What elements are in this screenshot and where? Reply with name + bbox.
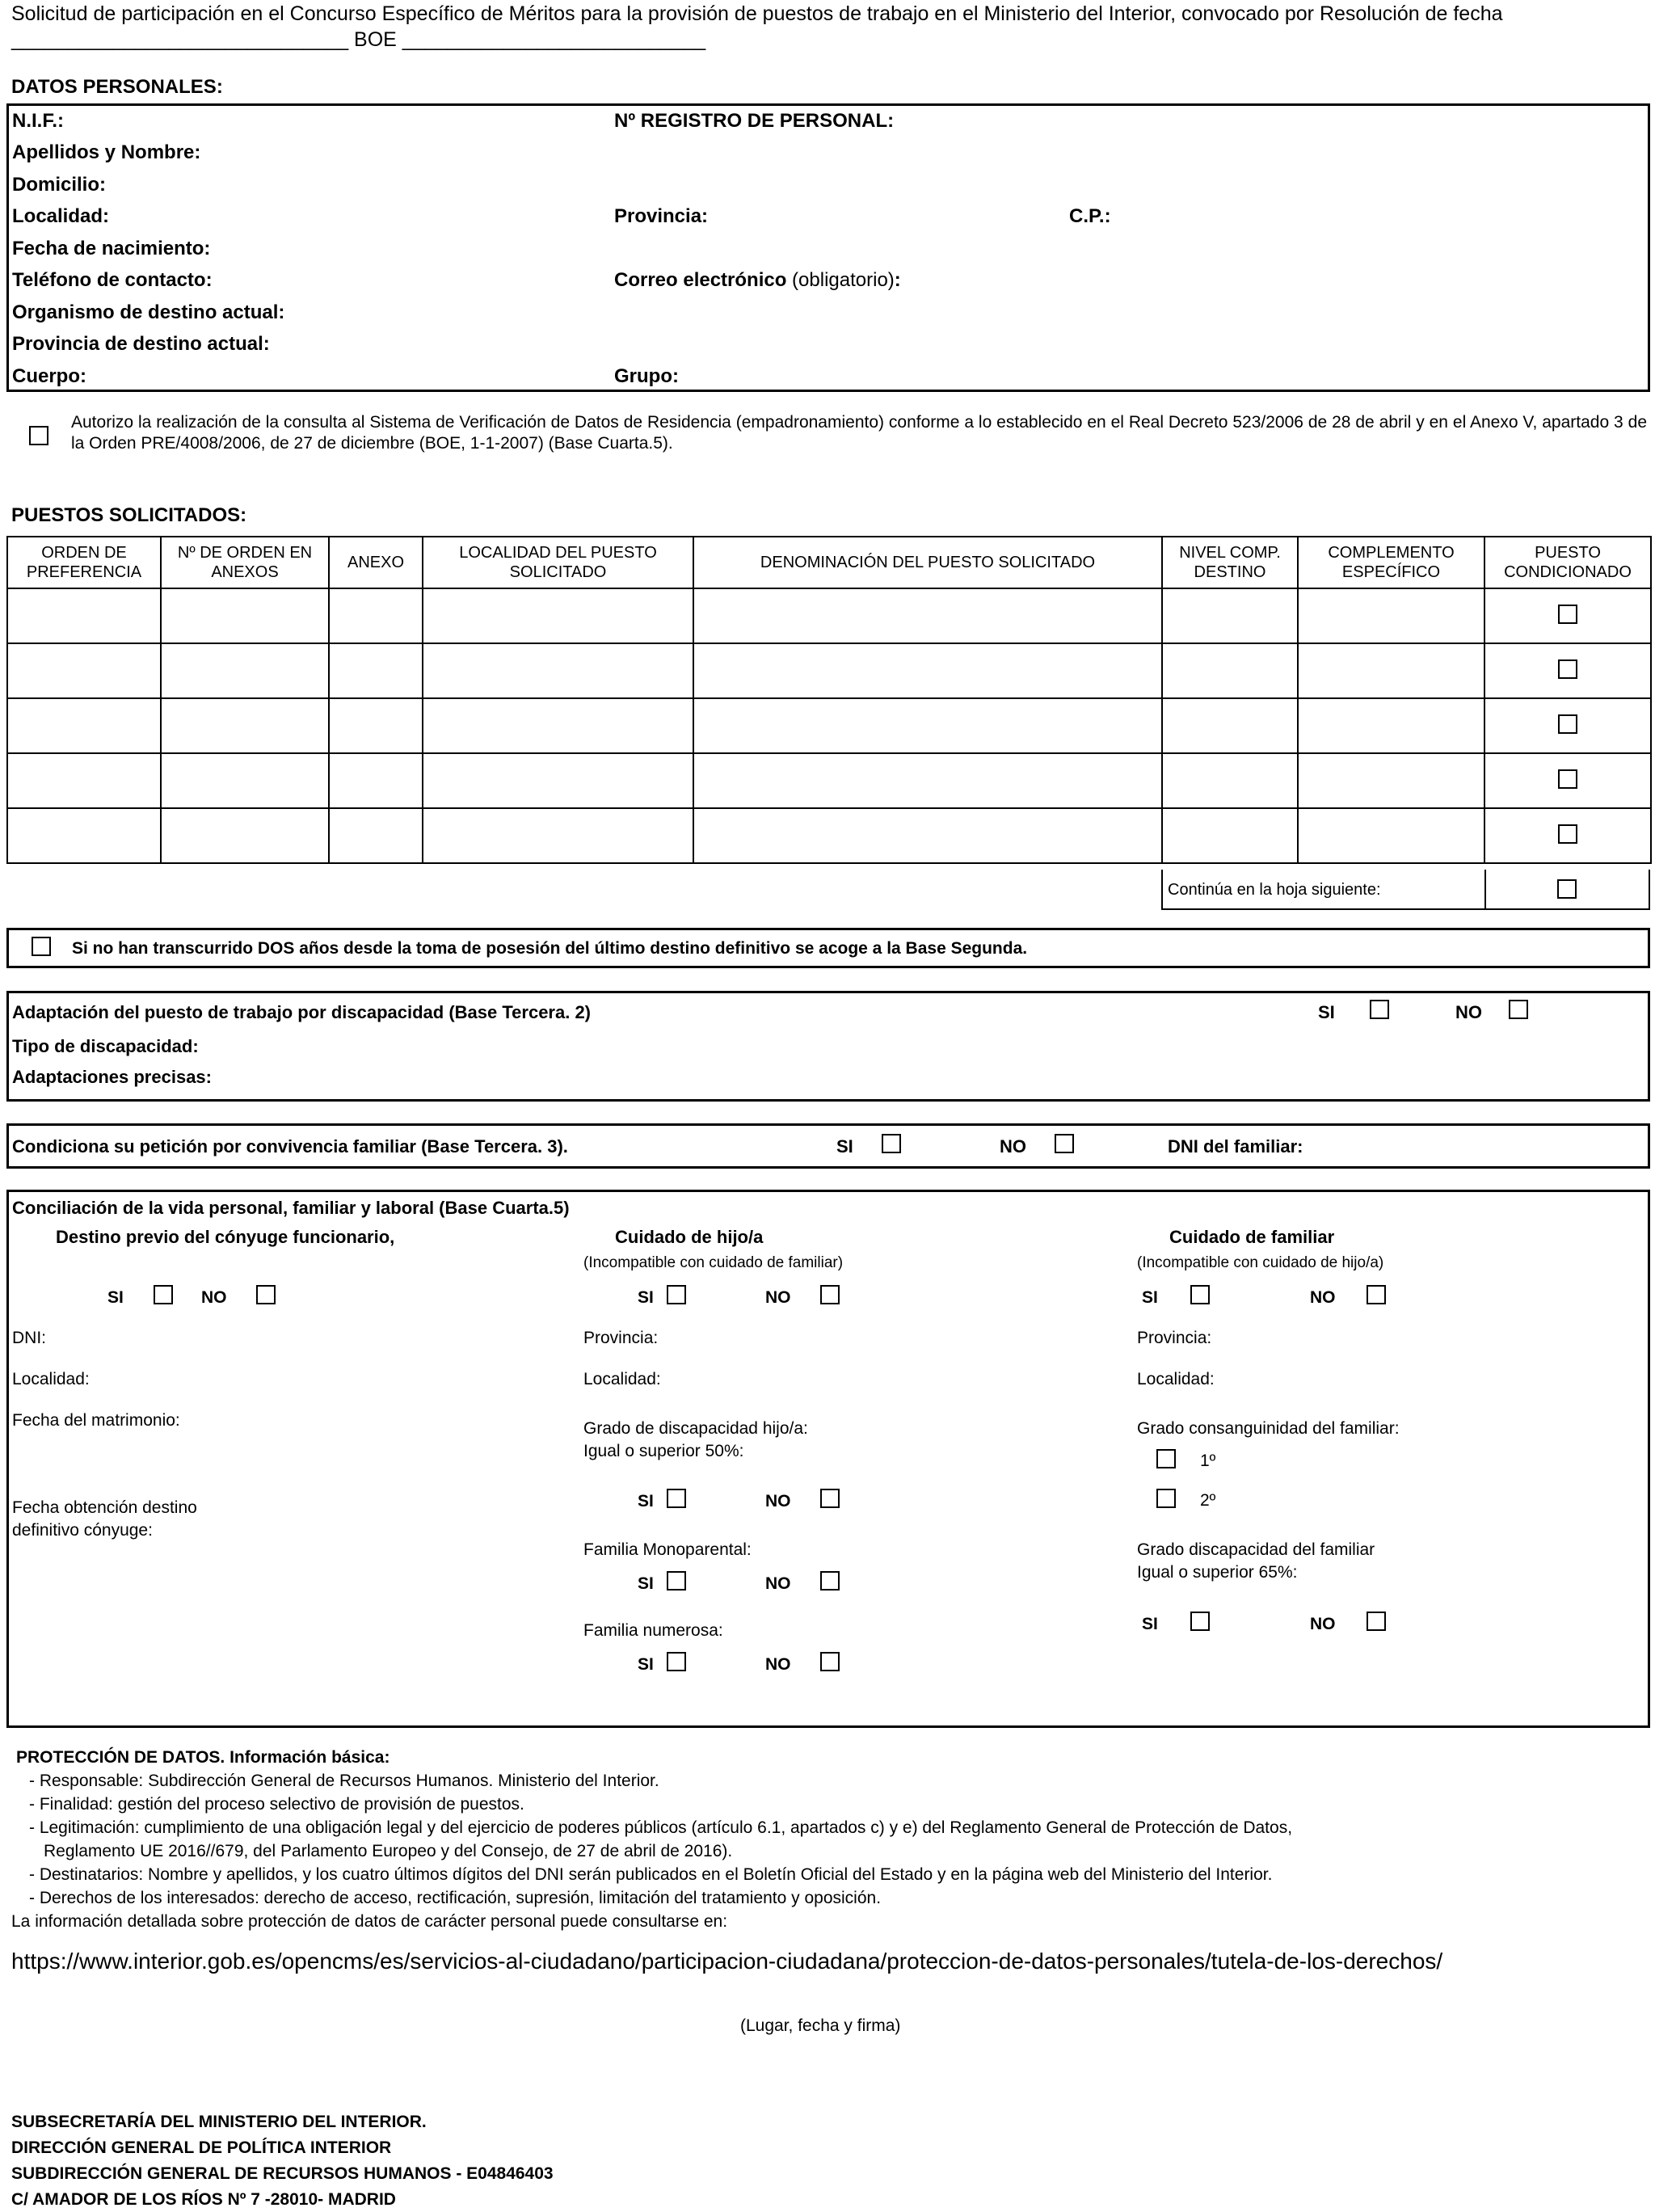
proteccion-title: PROTECCIÓN DE DATOS. Información básica: — [16, 1748, 390, 1767]
cell-denominacion[interactable] — [693, 753, 1162, 808]
table-row — [7, 588, 1651, 643]
conyuge-title: Destino previo del cónyuge funcionario, — [56, 1227, 395, 1247]
cp-label[interactable]: C.P.: — [1069, 205, 1111, 227]
cell-nivel[interactable] — [1162, 643, 1298, 698]
grado-hijo-label-2: Igual o superior 50%: — [583, 1442, 744, 1460]
personal-data-box — [6, 103, 1650, 392]
numerosa-label: Familia numerosa: — [583, 1621, 723, 1640]
cell-orden[interactable] — [7, 588, 161, 643]
hijo-localidad-label[interactable]: Localidad: — [583, 1370, 661, 1388]
header-orden: ORDEN DE PREFERENCIA — [7, 537, 161, 588]
cell-complemento[interactable] — [1298, 808, 1484, 863]
footer-line: DIRECCIÓN GENERAL DE POLÍTICA INTERIOR — [11, 2138, 392, 2157]
table-row — [7, 643, 1651, 698]
cell-condicionado — [1484, 808, 1651, 863]
familiar-no-checkbox[interactable] — [1367, 1285, 1386, 1304]
familiar-provincia-label[interactable]: Provincia: — [1137, 1329, 1212, 1347]
correo-label-colon: : — [894, 269, 901, 291]
proteccion-item: - Derechos de los interesados: derecho de acceso, rectificación, supresión, limitación del tratamiento y oposición. — [29, 1889, 882, 1907]
consanguinidad-label: Grado consanguinidad del familiar: — [1137, 1419, 1400, 1438]
obtencion-label-1[interactable]: Fecha obtención destino — [12, 1498, 197, 1517]
hijo-si-label: SI — [638, 1288, 654, 1307]
dos-anos-checkbox[interactable] — [32, 937, 51, 956]
conciliacion-box — [6, 1190, 1650, 1728]
proteccion-item: Reglamento UE 2016//679, del Parlamento Europeo y del Consejo, de 27 de abril de 2016). — [44, 1842, 733, 1860]
discapacidad-familiar-no-label: NO — [1310, 1615, 1336, 1633]
hijo-no-label: NO — [765, 1288, 791, 1307]
cell-orden-anexos[interactable] — [161, 698, 329, 753]
adaptacion-si-checkbox[interactable] — [1370, 1000, 1389, 1019]
cell-orden[interactable] — [7, 808, 161, 863]
dos-anos-text: Si no han transcurrido DOS años desde la toma de posesión del último destino definitivo se acoge a la Base Segunda. — [72, 939, 1028, 958]
table-row — [7, 698, 1651, 753]
hijo-title: Cuidado de hijo/a — [615, 1227, 764, 1247]
header-localidad: LOCALIDAD DEL PUESTO SOLICITADO — [423, 537, 693, 588]
section-title-puestos: PUESTOS SOLICITADOS: — [11, 504, 247, 526]
monoparental-no-label: NO — [765, 1574, 791, 1593]
conyuge-si-label: SI — [107, 1288, 124, 1307]
monoparental-label: Familia Monoparental: — [583, 1540, 752, 1559]
conciliacion-title: Conciliación de la vida personal, familiar y laboral (Base Cuarta.5) — [12, 1198, 570, 1218]
continua-divider — [1484, 870, 1486, 908]
cell-anexo[interactable] — [329, 643, 423, 698]
discapacidad-familiar-label-2: Igual o superior 65%: — [1137, 1563, 1298, 1582]
discapacidad-familiar-si-checkbox[interactable] — [1190, 1612, 1210, 1631]
conyuge-no-checkbox[interactable] — [256, 1285, 276, 1304]
cell-nivel[interactable] — [1162, 698, 1298, 753]
cell-anexo[interactable] — [329, 753, 423, 808]
apellidos-label[interactable]: Apellidos y Nombre: — [12, 141, 201, 163]
numerosa-no-checkbox[interactable] — [820, 1652, 840, 1671]
header-nivel: NIVEL COMP. DESTINO — [1162, 537, 1298, 588]
dos-anos-box — [6, 928, 1650, 968]
numerosa-si-checkbox[interactable] — [667, 1652, 686, 1671]
numerosa-si-label: SI — [638, 1655, 654, 1674]
numerosa-no-label: NO — [765, 1655, 791, 1674]
table-header-row — [7, 537, 1651, 588]
grado-hijo-label-1: Grado de discapacidad hijo/a: — [583, 1419, 808, 1438]
condicionado-checkbox[interactable] — [1558, 769, 1577, 789]
familiar-si-label: SI — [1142, 1288, 1158, 1307]
header-condicionado: PUESTO CONDICIONADO — [1484, 537, 1651, 588]
cuerpo-label[interactable]: Cuerpo: — [12, 365, 86, 387]
discapacidad-familiar-label-1: Grado discapacidad del familiar — [1137, 1540, 1375, 1559]
conyuge-localidad-label[interactable]: Localidad: — [12, 1370, 90, 1388]
cell-condicionado — [1484, 753, 1651, 808]
nacimiento-label[interactable]: Fecha de nacimiento: — [12, 238, 211, 259]
provincia-destino-label[interactable]: Provincia de destino actual: — [12, 333, 270, 355]
cell-denominacion[interactable] — [693, 698, 1162, 753]
cell-localidad[interactable] — [423, 808, 693, 863]
convivencia-si-label: SI — [836, 1136, 853, 1157]
monoparental-si-label: SI — [638, 1574, 654, 1593]
cell-denominacion[interactable] — [693, 808, 1162, 863]
tipo-discapacidad-label[interactable]: Tipo de discapacidad: — [12, 1036, 199, 1056]
grado-hijo-si-label: SI — [638, 1492, 654, 1510]
grado-hijo-no-checkbox[interactable] — [820, 1489, 840, 1508]
cell-orden-anexos[interactable] — [161, 753, 329, 808]
cell-anexo[interactable] — [329, 588, 423, 643]
cell-denominacion[interactable] — [693, 643, 1162, 698]
hijo-no-checkbox[interactable] — [820, 1285, 840, 1304]
puestos-table — [6, 536, 1652, 864]
registro-label[interactable]: Nº REGISTRO DE PERSONAL: — [614, 110, 895, 132]
form-heading-date-line[interactable]: ______________________________ BOE ___________________________ — [11, 28, 706, 51]
cell-localidad[interactable] — [423, 588, 693, 643]
familiar-note: (Incompatible con cuidado de hijo/a) — [1137, 1254, 1384, 1271]
provincia-label[interactable]: Provincia: — [614, 205, 709, 227]
familiar-localidad-label[interactable]: Localidad: — [1137, 1370, 1215, 1388]
footer-line: C/ AMADOR DE LOS RÍOS Nº 7 -28010- MADRID — [11, 2190, 396, 2209]
footer-line: SUBSECRETARÍA DEL MINISTERIO DEL INTERIOR. — [11, 2113, 427, 2131]
correo-label[interactable] — [614, 268, 901, 292]
condicionado-checkbox[interactable] — [1558, 714, 1577, 734]
cell-nivel[interactable] — [1162, 753, 1298, 808]
cell-anexo[interactable] — [329, 808, 423, 863]
familiar-si-checkbox[interactable] — [1190, 1285, 1210, 1304]
cell-complemento[interactable] — [1298, 588, 1484, 643]
consanguinidad-2-label: 2º — [1200, 1491, 1216, 1510]
consanguinidad-1-checkbox[interactable] — [1156, 1449, 1176, 1468]
table-row — [7, 753, 1651, 808]
firma-caption: (Lugar, fecha y firma) — [740, 2016, 901, 2035]
proteccion-item: - Destinatarios: Nombre y apellidos, y los cuatro últimos dígitos del DNI serán publicados en el Boletín Oficial del Estado y en la página web del Ministerio del Interior. — [29, 1865, 1273, 1884]
familiar-no-label: NO — [1310, 1288, 1336, 1307]
cell-complemento[interactable] — [1298, 753, 1484, 808]
cell-condicionado — [1484, 643, 1651, 698]
cell-localidad[interactable] — [423, 753, 693, 808]
proteccion-url-link[interactable]: https://www.interior.gob.es/opencms/es/servicios-al-ciudadano/participacion-ciudadana/proteccion-de-datos-personales/tutela-de-los-derechos/ — [11, 1949, 1443, 1974]
adaptacion-box — [6, 991, 1650, 1102]
convivencia-box — [6, 1123, 1650, 1169]
adaptacion-no-label: NO — [1455, 1002, 1482, 1022]
continua-label: Continúa en la hoja siguiente: — [1168, 881, 1381, 899]
table-row — [7, 808, 1651, 863]
consanguinidad-1-label: 1º — [1200, 1451, 1216, 1470]
continua-row — [1161, 870, 1650, 910]
consent-text: Autorizo la realización de la consulta al Sistema de Verificación de Datos de Residencia (empadronamiento) conforme a lo establecido en el Real Decreto 523/2006 de 28 de abril y en el Anexo V, apartado 3 de la Orden PRE/4008/2006, de 27 de diciembre (BOE, 1-1-2007) (Base Cuarta.5). — [71, 413, 1647, 453]
header-anexo: ANEXO — [329, 537, 423, 588]
cell-orden-anexos[interactable] — [161, 643, 329, 698]
section-title-personal: DATOS PERSONALES: — [11, 76, 223, 98]
cell-anexo[interactable] — [329, 698, 423, 753]
convivencia-title: Condiciona su petición por convivencia familiar (Base Tercera. 3). — [12, 1136, 568, 1157]
conyuge-dni-label[interactable]: DNI: — [12, 1329, 46, 1347]
conyuge-no-label: NO — [201, 1288, 227, 1307]
cell-condicionado — [1484, 698, 1651, 753]
cell-complemento[interactable] — [1298, 643, 1484, 698]
header-complemento: COMPLEMENTO ESPECÍFICO — [1298, 537, 1484, 588]
proteccion-info: La información detallada sobre protección de datos de carácter personal puede consultarse en: — [11, 1912, 728, 1931]
continua-checkbox[interactable] — [1557, 879, 1577, 899]
familiar-title: Cuidado de familiar — [1169, 1227, 1335, 1247]
header-denominacion: DENOMINACIÓN DEL PUESTO SOLICITADO — [693, 537, 1162, 588]
grado-hijo-no-label: NO — [765, 1492, 791, 1510]
correo-label-note: (obligatorio) — [786, 269, 895, 291]
condicionado-checkbox[interactable] — [1558, 605, 1577, 624]
convivencia-no-checkbox[interactable] — [1055, 1134, 1074, 1153]
footer-line: SUBDIRECCIÓN GENERAL DE RECURSOS HUMANOS - E04846403 — [11, 2164, 554, 2183]
adaptacion-si-label: SI — [1318, 1002, 1335, 1022]
monoparental-si-checkbox[interactable] — [667, 1571, 686, 1591]
cell-condicionado — [1484, 588, 1651, 643]
consent-checkbox[interactable] — [29, 426, 48, 445]
nif-label[interactable]: N.I.F.: — [12, 110, 64, 132]
cell-orden-anexos[interactable] — [161, 808, 329, 863]
proteccion-item: - Legitimación: cumplimiento de una obligación legal y del ejercicio de poderes públicos (artículo 6.1, apartados c) y e) del Reglamento General de Protección de Datos, — [29, 1818, 1293, 1837]
cell-nivel[interactable] — [1162, 588, 1298, 643]
obtencion-label-2[interactable]: definitivo cónyuge: — [12, 1521, 153, 1540]
hijo-si-checkbox[interactable] — [667, 1285, 686, 1304]
cell-denominacion[interactable] — [693, 588, 1162, 643]
hijo-note: (Incompatible con cuidado de familiar) — [583, 1254, 844, 1271]
adaptaciones-precisas-label[interactable]: Adaptaciones precisas: — [12, 1067, 212, 1087]
matrimonio-label[interactable]: Fecha del matrimonio: — [12, 1411, 180, 1430]
convivencia-no-label: NO — [1000, 1136, 1026, 1157]
condicionado-checkbox[interactable] — [1558, 824, 1577, 844]
telefono-label[interactable]: Teléfono de contacto: — [12, 269, 213, 291]
cell-orden-anexos[interactable] — [161, 588, 329, 643]
adaptacion-no-checkbox[interactable] — [1509, 1000, 1528, 1019]
discapacidad-familiar-no-checkbox[interactable] — [1367, 1612, 1386, 1631]
condicionado-checkbox[interactable] — [1558, 659, 1577, 679]
form-heading: Solicitud de participación en el Concurso Específico de Méritos para la provisión de puestos de trabajo en el Ministerio del Interior, convocado por Resolución de fecha — [11, 2, 1503, 25]
organismo-label[interactable]: Organismo de destino actual: — [12, 301, 285, 323]
hijo-provincia-label[interactable]: Provincia: — [583, 1329, 659, 1347]
cell-orden[interactable] — [7, 698, 161, 753]
cell-complemento[interactable] — [1298, 698, 1484, 753]
monoparental-no-checkbox[interactable] — [820, 1571, 840, 1591]
consanguinidad-2-checkbox[interactable] — [1156, 1489, 1176, 1508]
dni-familiar-label[interactable]: DNI del familiar: — [1168, 1136, 1303, 1157]
localidad-label[interactable]: Localidad: — [12, 205, 110, 227]
conyuge-si-checkbox[interactable] — [154, 1285, 173, 1304]
domicilio-label[interactable]: Domicilio: — [12, 174, 107, 196]
adaptacion-title: Adaptación del puesto de trabajo por discapacidad (Base Tercera. 2) — [12, 1002, 592, 1022]
discapacidad-familiar-si-label: SI — [1142, 1615, 1158, 1633]
cell-localidad[interactable] — [423, 643, 693, 698]
grupo-label[interactable]: Grupo: — [614, 365, 679, 387]
header-orden-anexos: Nº DE ORDEN EN ANEXOS — [161, 537, 329, 588]
cell-nivel[interactable] — [1162, 808, 1298, 863]
proteccion-item: - Finalidad: gestión del proceso selectivo de provisión de puestos. — [29, 1795, 524, 1814]
proteccion-item: - Responsable: Subdirección General de Recursos Humanos. Ministerio del Interior. — [29, 1772, 659, 1790]
grado-hijo-si-checkbox[interactable] — [667, 1489, 686, 1508]
correo-label-main: Correo electrónico — [614, 269, 787, 291]
cell-orden[interactable] — [7, 753, 161, 808]
cell-orden[interactable] — [7, 643, 161, 698]
cell-localidad[interactable] — [423, 698, 693, 753]
convivencia-si-checkbox[interactable] — [882, 1134, 901, 1153]
